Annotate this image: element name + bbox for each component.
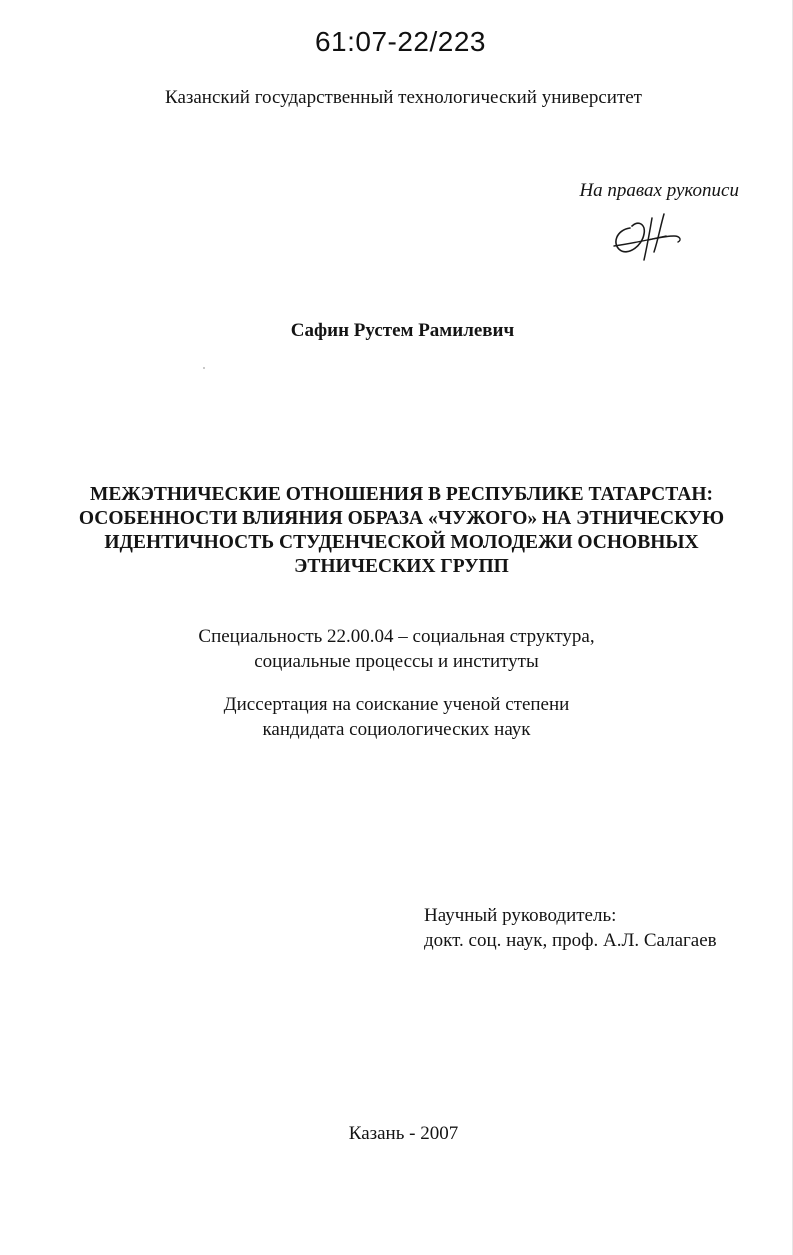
- title-line: ОСОБЕННОСТИ ВЛИЯНИЯ ОБРАЗА «ЧУЖОГО» НА ЭТНИЧЕСКУЮ: [78, 508, 725, 529]
- dissertation-title: [60, 483, 743, 579]
- title-line: МЕЖЭТНИЧЕСКИЕ ОТНОШЕНИЯ В РЕСПУБЛИКЕ ТАТАРСТАН:: [89, 484, 714, 505]
- title-line: ИДЕНТИЧНОСТЬ СТУДЕНЧЕСКОЙ МОЛОДЕЖИ ОСНОВНЫХ: [104, 532, 699, 553]
- degree-line: кандидата социологических наук: [262, 719, 531, 740]
- degree-line: Диссертация на соискание ученой степени: [223, 694, 570, 715]
- author-name: Сафин Рустем Рамилевич: [290, 320, 515, 341]
- scan-speck: [203, 367, 205, 369]
- degree-block: [0, 692, 793, 742]
- title-line: ЭТНИЧЕСКИХ ГРУПП: [294, 556, 509, 577]
- manuscript-note: На правах рукописи: [579, 180, 739, 201]
- handwritten-signature: [608, 210, 688, 266]
- city-year: Казань - 2007: [348, 1123, 459, 1144]
- university-name: Казанский государственный технологический университет: [165, 87, 642, 108]
- supervisor-label: Научный руководитель:: [424, 905, 617, 926]
- specialty-block: [0, 624, 793, 674]
- specialty-line: социальные процессы и институты: [254, 651, 539, 672]
- supervisor-block: [424, 903, 717, 953]
- supervisor-name: докт. соц. наук, проф. А.Л. Салагаев: [424, 930, 717, 951]
- specialty-line: Специальность 22.00.04 – социальная структура,: [198, 626, 595, 647]
- library-shelf-code: 61:07-22/223: [314, 26, 487, 57]
